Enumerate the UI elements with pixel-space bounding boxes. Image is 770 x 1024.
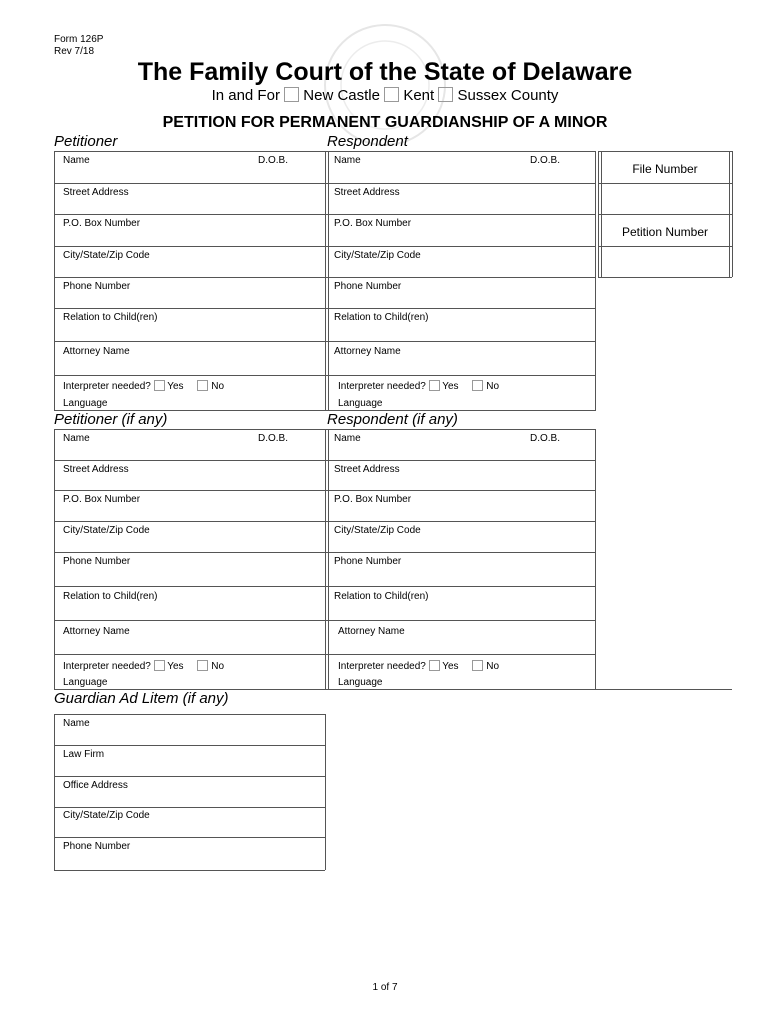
respondent-heading: Respondent bbox=[327, 133, 408, 150]
respondent-attorney-field[interactable]: Attorney Name bbox=[334, 346, 401, 357]
yes-label: Yes bbox=[167, 661, 184, 672]
respondent-interpreter-row bbox=[338, 380, 499, 392]
petitioner-relation-field[interactable]: Relation to Child(ren) bbox=[63, 312, 158, 323]
respondent2-street-field[interactable]: Street Address bbox=[334, 464, 400, 475]
kent-label: Kent bbox=[403, 87, 435, 104]
petitioner2-interpreter-row bbox=[63, 660, 224, 672]
petitioner-street-field[interactable]: Street Address bbox=[63, 187, 129, 198]
respondent-relation-field[interactable]: Relation to Child(ren) bbox=[334, 312, 429, 323]
new-castle-checkbox[interactable] bbox=[284, 87, 299, 102]
petitioner2-phone-field[interactable]: Phone Number bbox=[63, 556, 131, 567]
page-number: 1 of 7 bbox=[372, 982, 398, 993]
respondent2-phone-field[interactable]: Phone Number bbox=[334, 556, 402, 567]
petitioner-name-field[interactable]: Name bbox=[63, 155, 90, 166]
gal-phone-field[interactable]: Phone Number bbox=[63, 841, 131, 852]
in-and-for-label: In and For bbox=[211, 87, 280, 104]
petitioner-interpreter-row bbox=[63, 380, 224, 392]
respondent2-interpreter-row bbox=[338, 660, 499, 672]
gal-office-address-field[interactable]: Office Address bbox=[63, 780, 128, 791]
respondent-city-field[interactable]: City/State/Zip Code bbox=[334, 250, 421, 261]
file-number-label: File Number bbox=[632, 162, 698, 176]
new-castle-label: New Castle bbox=[303, 87, 380, 104]
sussex-label: Sussex County bbox=[457, 87, 559, 104]
petitioner2-heading: Petitioner (if any) bbox=[54, 411, 168, 428]
petitioner-phone-field[interactable]: Phone Number bbox=[63, 281, 131, 292]
interpreter-yes-checkbox[interactable] bbox=[154, 380, 165, 391]
petitioner-language-field[interactable]: Language bbox=[63, 398, 108, 409]
respondent2-name-field[interactable]: Name bbox=[334, 433, 361, 444]
kent-checkbox[interactable] bbox=[384, 87, 399, 102]
sussex-checkbox[interactable] bbox=[438, 87, 453, 102]
gal-heading: Guardian Ad Litem (if any) bbox=[54, 690, 229, 707]
interpreter-no-checkbox[interactable] bbox=[197, 660, 208, 671]
form-title: PETITION FOR PERMANENT GUARDIANSHIP OF A MINOR bbox=[162, 114, 608, 131]
gal-city-field[interactable]: City/State/Zip Code bbox=[63, 810, 150, 821]
no-label: No bbox=[211, 661, 225, 672]
petitioner2-relation-field[interactable]: Relation to Child(ren) bbox=[63, 591, 158, 602]
yes-label: Yes bbox=[167, 381, 184, 392]
interpreter-no-checkbox[interactable] bbox=[472, 380, 483, 391]
petitioner2-street-field[interactable]: Street Address bbox=[63, 464, 129, 475]
petitioner2-attorney-field[interactable]: Attorney Name bbox=[63, 626, 130, 637]
interpreter-label: Interpreter needed? bbox=[338, 381, 426, 392]
petitioner2-language-field[interactable]: Language bbox=[63, 677, 108, 688]
revision-date: Rev 7/18 bbox=[54, 46, 95, 57]
yes-label: Yes bbox=[442, 661, 459, 672]
interpreter-no-checkbox[interactable] bbox=[472, 660, 483, 671]
petitioner-dob-field[interactable]: D.O.B. bbox=[258, 155, 289, 166]
petition-number-field[interactable] bbox=[602, 247, 729, 277]
respondent-name-field[interactable]: Name bbox=[334, 155, 361, 166]
form-number: Form 126P bbox=[54, 34, 104, 45]
no-label: No bbox=[211, 381, 225, 392]
petitioner2-city-field[interactable]: City/State/Zip Code bbox=[63, 525, 150, 536]
petitioner-pobox-field[interactable]: P.O. Box Number bbox=[63, 218, 141, 229]
petition-number-label: Petition Number bbox=[621, 225, 709, 239]
interpreter-yes-checkbox[interactable] bbox=[154, 660, 165, 671]
county-selector bbox=[0, 87, 770, 104]
respondent-street-field[interactable]: Street Address bbox=[334, 187, 400, 198]
yes-label: Yes bbox=[442, 381, 459, 392]
respondent2-pobox-field[interactable]: P.O. Box Number bbox=[334, 494, 412, 505]
interpreter-no-checkbox[interactable] bbox=[197, 380, 208, 391]
respondent-pobox-field[interactable]: P.O. Box Number bbox=[334, 218, 412, 229]
interpreter-yes-checkbox[interactable] bbox=[429, 660, 440, 671]
petitioner2-name-field[interactable]: Name bbox=[63, 433, 90, 444]
no-label: No bbox=[486, 661, 500, 672]
gal-law-firm-field[interactable]: Law Firm bbox=[63, 749, 105, 760]
gal-name-field[interactable]: Name bbox=[63, 718, 90, 729]
interpreter-label: Interpreter needed? bbox=[63, 661, 151, 672]
no-label: No bbox=[486, 381, 500, 392]
interpreter-yes-checkbox[interactable] bbox=[429, 380, 440, 391]
petitioner2-pobox-field[interactable]: P.O. Box Number bbox=[63, 494, 141, 505]
respondent2-relation-field[interactable]: Relation to Child(ren) bbox=[334, 591, 429, 602]
respondent2-dob-field[interactable]: D.O.B. bbox=[530, 433, 561, 444]
petitioner-city-field[interactable]: City/State/Zip Code bbox=[63, 250, 150, 261]
respondent2-language-field[interactable]: Language bbox=[338, 677, 383, 688]
respondent2-city-field[interactable]: City/State/Zip Code bbox=[334, 525, 421, 536]
petitioner-attorney-field[interactable]: Attorney Name bbox=[63, 346, 130, 357]
interpreter-label: Interpreter needed? bbox=[63, 381, 151, 392]
respondent-phone-field[interactable]: Phone Number bbox=[334, 281, 402, 292]
respondent-dob-field[interactable]: D.O.B. bbox=[530, 155, 561, 166]
petitioner2-dob-field[interactable]: D.O.B. bbox=[258, 433, 289, 444]
interpreter-label: Interpreter needed? bbox=[338, 661, 426, 672]
file-number-field[interactable] bbox=[602, 184, 729, 214]
respondent2-attorney-field[interactable]: Attorney Name bbox=[338, 626, 405, 637]
respondent-language-field[interactable]: Language bbox=[338, 398, 383, 409]
court-title: The Family Court of the State of Delaware bbox=[137, 58, 633, 86]
petitioner-heading: Petitioner bbox=[54, 133, 118, 150]
respondent2-heading: Respondent (if any) bbox=[327, 411, 458, 428]
